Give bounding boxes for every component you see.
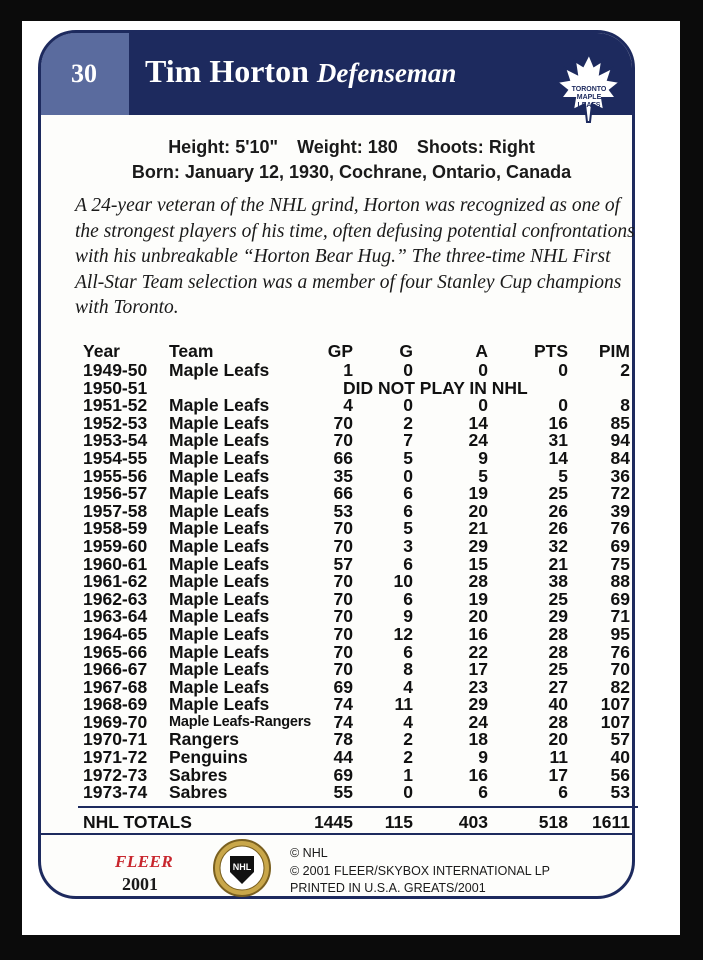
season-team: Penguins — [169, 747, 248, 768]
season-a: 9 — [478, 747, 488, 768]
season-year: 1952-53 — [83, 412, 148, 433]
season-a: 18 — [468, 729, 488, 750]
season-year: 1953-54 — [83, 430, 148, 451]
season-a: 9 — [478, 447, 488, 468]
card-header — [41, 33, 632, 115]
season-pim: 36 — [610, 465, 630, 486]
stats-row — [78, 377, 638, 398]
season-g: 6 — [403, 500, 413, 521]
season-a: 22 — [468, 641, 488, 662]
card-number-box — [41, 33, 129, 115]
season-team: Maple Leafs — [169, 412, 270, 433]
season-a: 29 — [468, 694, 488, 715]
season-gp: 57 — [333, 553, 353, 574]
season-a: 16 — [468, 623, 488, 644]
season-gp: 69 — [333, 764, 353, 785]
season-g: 6 — [403, 641, 413, 662]
season-a: 19 — [468, 588, 488, 609]
season-pim: 85 — [610, 412, 630, 433]
header-a: A — [475, 341, 488, 361]
season-pim: 76 — [610, 518, 630, 539]
season-team: Maple Leafs — [169, 694, 270, 715]
season-pts: 28 — [548, 711, 568, 732]
season-pts: 40 — [548, 694, 568, 715]
season-pim: 75 — [610, 553, 630, 574]
season-pim: 56 — [610, 764, 630, 785]
season-g: 4 — [403, 711, 413, 732]
season-g: 5 — [403, 518, 413, 539]
season-gp: 66 — [333, 447, 353, 468]
season-team: Maple Leafs — [169, 395, 270, 416]
season-a: 24 — [468, 711, 488, 732]
season-note: DID NOT PLAY IN NHL — [343, 377, 528, 398]
season-a: 14 — [468, 412, 488, 433]
player-name: Tim Horton — [145, 53, 309, 89]
season-g: 0 — [403, 360, 413, 380]
season-pts: 0 — [558, 360, 568, 380]
footer-divider — [41, 833, 632, 835]
player-name-line — [145, 53, 456, 90]
season-pts: 25 — [548, 659, 568, 680]
season-g: 2 — [403, 747, 413, 768]
season-team: Maple Leafs — [169, 535, 270, 556]
season-g: 2 — [403, 729, 413, 750]
season-pts: 28 — [548, 641, 568, 662]
season-pts: 25 — [548, 588, 568, 609]
season-gp: 70 — [333, 430, 353, 451]
season-team: Maple Leafs — [169, 500, 270, 521]
season-gp: 70 — [333, 659, 353, 680]
season-team: Rangers — [169, 729, 240, 750]
season-g: 0 — [403, 465, 413, 486]
copyright-line-3: PRINTED IN U.S.A. GREATS/2001 — [290, 881, 486, 895]
season-pts: 20 — [548, 729, 568, 750]
nhl-logo — [212, 838, 272, 898]
season-g: 2 — [403, 412, 413, 433]
season-pts: 5 — [558, 465, 568, 486]
player-position: Defenseman — [316, 58, 457, 88]
season-team: Maple Leafs — [169, 659, 270, 680]
season-gp: 69 — [333, 676, 353, 697]
totals-pts: 518 — [538, 811, 568, 832]
season-pim: 39 — [610, 500, 630, 521]
season-g: 6 — [403, 483, 413, 504]
season-g: 0 — [403, 782, 413, 803]
season-gp: 70 — [333, 518, 353, 539]
season-g: 6 — [403, 553, 413, 574]
totals-pim: 1611 — [592, 811, 630, 832]
season-g: 8 — [403, 659, 413, 680]
season-pts: 6 — [558, 782, 568, 803]
season-pts: 32 — [548, 535, 568, 556]
season-a: 28 — [468, 571, 488, 592]
season-gp: 70 — [333, 606, 353, 627]
season-gp: 74 — [333, 711, 353, 732]
season-year: 1950-51 — [83, 377, 148, 398]
season-year: 1964-65 — [83, 623, 148, 644]
season-pts: 26 — [548, 518, 568, 539]
card-number: 30 — [71, 59, 97, 88]
season-year: 1966-67 — [83, 659, 148, 680]
season-g: 9 — [403, 606, 413, 627]
stats-row — [78, 535, 638, 556]
logo-text-1: TORONTO — [571, 86, 607, 93]
copyright-line-1: © NHL — [290, 846, 328, 860]
season-year: 1957-58 — [83, 500, 148, 521]
season-g: 0 — [403, 395, 413, 416]
season-pts: 14 — [548, 447, 568, 468]
header-gp: GP — [327, 341, 353, 361]
season-gp: 70 — [333, 641, 353, 662]
season-gp: 70 — [333, 623, 353, 644]
season-pim: 94 — [610, 430, 630, 451]
season-year: 1973-74 — [83, 782, 148, 803]
season-pim: 76 — [610, 641, 630, 662]
season-pim: 107 — [600, 694, 630, 715]
season-a: 21 — [468, 518, 488, 539]
season-g: 10 — [393, 571, 413, 592]
totals-g: 115 — [384, 811, 413, 832]
season-team: Maple Leafs — [169, 483, 270, 504]
season-team: Maple Leafs — [169, 676, 270, 697]
season-gp: 1 — [343, 360, 353, 380]
season-pim: 71 — [610, 606, 630, 627]
height-value: 5'10" — [235, 137, 279, 157]
season-gp: 74 — [333, 694, 353, 715]
season-gp: 35 — [333, 465, 353, 486]
season-a: 5 — [478, 465, 488, 486]
season-pim: 69 — [610, 535, 630, 556]
season-year: 1959-60 — [83, 535, 148, 556]
season-gp: 78 — [333, 729, 353, 750]
header-year: Year — [83, 341, 120, 361]
born-label: Born: — [131, 162, 180, 182]
stats-body — [78, 362, 638, 802]
season-gp: 70 — [333, 412, 353, 433]
nhl-shield-icon — [212, 838, 272, 898]
logo-text-3: LEAFS — [577, 102, 601, 109]
totals-label: NHL TOTALS — [83, 811, 192, 832]
copyright-block — [290, 845, 550, 898]
season-g: 1 — [403, 764, 413, 785]
season-pts: 25 — [548, 483, 568, 504]
season-year: 1958-59 — [83, 518, 148, 539]
season-team: Sabres — [169, 782, 228, 803]
season-pts: 28 — [548, 623, 568, 644]
weight-value: 180 — [367, 137, 398, 157]
season-gp: 44 — [333, 747, 353, 768]
season-year: 1969-70 — [83, 711, 148, 732]
season-pim: 8 — [620, 395, 630, 416]
season-pim: 84 — [610, 447, 630, 468]
header-team: Team — [169, 341, 214, 361]
season-year: 1965-66 — [83, 641, 148, 662]
season-pim: 95 — [610, 623, 630, 644]
season-g: 7 — [403, 430, 413, 451]
season-year: 1951-52 — [83, 395, 148, 416]
season-year: 1955-56 — [83, 465, 148, 486]
season-team: Maple Leafs — [169, 641, 270, 662]
season-team: Maple Leafs — [169, 606, 270, 627]
season-pim: 72 — [610, 483, 630, 504]
season-pts: 26 — [548, 500, 568, 521]
season-year: 1960-61 — [83, 553, 148, 574]
season-a: 0 — [478, 360, 488, 380]
season-a: 6 — [478, 782, 488, 803]
season-pts: 21 — [548, 553, 568, 574]
stats-header-row — [78, 340, 638, 362]
season-team: Maple Leafs — [169, 623, 270, 644]
season-g: 5 — [403, 447, 413, 468]
player-bio: A 24-year veteran of the NHL grind, Horton was recognized as one of the strongest players of his time, often defusing potential confrontations with his unbreakable “Horton Bear Hug.” The three-time NHL First All-Star Team selection was a member of four Stanley Cup champions with Toronto. — [75, 195, 635, 318]
season-pts: 11 — [549, 747, 568, 768]
season-a: 23 — [468, 676, 488, 697]
totals-a: 403 — [458, 811, 488, 832]
season-pim: 40 — [610, 747, 630, 768]
season-a: 20 — [468, 500, 488, 521]
season-gp: 70 — [333, 571, 353, 592]
logo-text-2: MAPLE — [576, 94, 602, 101]
season-team: Maple Leafs-Rangers — [169, 713, 312, 730]
season-gp: 53 — [333, 500, 353, 521]
season-team: Maple Leafs — [169, 360, 270, 380]
season-team: Maple Leafs — [169, 447, 270, 468]
season-pts: 0 — [558, 395, 568, 416]
season-year: 1967-68 — [83, 676, 148, 697]
season-a: 17 — [468, 659, 488, 680]
season-team: Maple Leafs — [169, 465, 270, 486]
nhl-logo-text: NHL — [232, 862, 252, 872]
copyright-line-2: © 2001 FLEER/SKYBOX INTERNATIONAL LP — [290, 863, 550, 878]
maple-leafs-logo — [550, 50, 628, 130]
totals-divider — [78, 806, 638, 808]
season-team: Sabres — [169, 764, 228, 785]
season-a: 0 — [478, 395, 488, 416]
season-year: 1956-57 — [83, 483, 148, 504]
season-a: 19 — [468, 483, 488, 504]
season-pts: 31 — [548, 430, 568, 451]
season-year: 1949-50 — [83, 360, 148, 380]
season-a: 24 — [468, 430, 488, 451]
season-gp: 4 — [343, 395, 353, 416]
shoots-value: Right — [488, 137, 535, 157]
stats-row — [78, 764, 638, 785]
season-pim: 2 — [620, 360, 630, 380]
season-a: 16 — [468, 764, 488, 785]
season-pts: 17 — [548, 764, 568, 785]
season-pim: 107 — [600, 711, 630, 732]
season-a: 20 — [468, 606, 488, 627]
vitals-line-2 — [44, 162, 659, 183]
season-team: Maple Leafs — [169, 553, 270, 574]
season-a: 29 — [468, 535, 488, 556]
season-gp: 66 — [333, 483, 353, 504]
season-year: 1954-55 — [83, 447, 148, 468]
season-pts: 16 — [548, 412, 568, 433]
season-team: Maple Leafs — [169, 430, 270, 451]
header-pts: PTS — [533, 341, 568, 361]
stats-row — [78, 447, 638, 468]
season-pim: 70 — [610, 659, 630, 680]
season-year: 1962-63 — [83, 588, 148, 609]
season-g: 12 — [393, 623, 413, 644]
season-g: 4 — [403, 676, 413, 697]
season-pim: 53 — [610, 782, 630, 803]
header-g: G — [399, 341, 413, 361]
fleer-logo: FLEER — [115, 852, 174, 871]
shoots-label: Shoots: — [416, 137, 484, 157]
stats-row — [78, 784, 638, 802]
weight-label: Weight: — [297, 137, 363, 157]
season-pim: 88 — [610, 571, 630, 592]
born-value: January 12, 1930, Cochrane, Ontario, Canada — [184, 162, 572, 182]
height-label: Height: — [168, 137, 231, 157]
season-pts: 29 — [548, 606, 568, 627]
stats-row — [78, 362, 638, 380]
season-year: 1961-62 — [83, 571, 148, 592]
season-pts: 38 — [548, 571, 568, 592]
totals-row — [78, 811, 638, 833]
stats-table — [78, 340, 638, 833]
season-year: 1970-71 — [83, 729, 148, 750]
season-a: 15 — [468, 553, 488, 574]
header-pim: PIM — [598, 341, 630, 361]
season-g: 11 — [394, 694, 413, 715]
season-year: 1971-72 — [83, 747, 148, 768]
season-pts: 27 — [548, 676, 568, 697]
season-gp: 55 — [333, 782, 353, 803]
season-year: 1963-64 — [83, 606, 148, 627]
season-gp: 70 — [333, 588, 353, 609]
season-pim: 69 — [610, 588, 630, 609]
season-gp: 70 — [333, 535, 353, 556]
vitals-line-1 — [44, 137, 659, 158]
season-g: 6 — [403, 588, 413, 609]
season-year: 1972-73 — [83, 764, 148, 785]
season-team: Maple Leafs — [169, 518, 270, 539]
season-pim: 82 — [610, 676, 630, 697]
season-pim: 57 — [610, 729, 630, 750]
season-team: Maple Leafs — [169, 571, 270, 592]
season-g: 3 — [403, 535, 413, 556]
fleer-year: 2001 — [122, 874, 158, 894]
stats-row — [78, 623, 638, 644]
season-team: Maple Leafs — [169, 588, 270, 609]
totals-gp: 1445 — [314, 811, 353, 832]
season-year: 1968-69 — [83, 694, 148, 715]
